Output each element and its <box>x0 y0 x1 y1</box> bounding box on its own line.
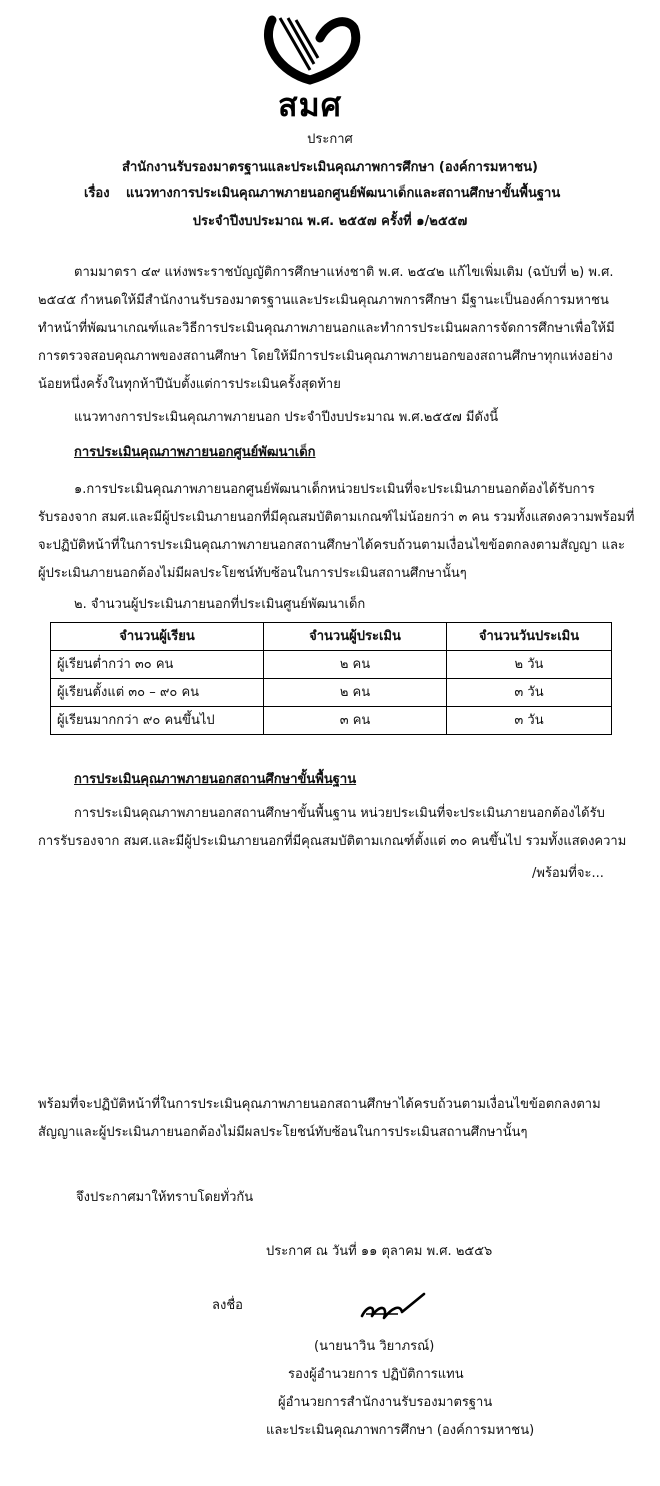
table-row <box>51 651 612 679</box>
announce-line: จึงประกาศมาให้ทราบโดยทั่วกัน <box>76 1190 254 1205</box>
table-cell: ๓ คน <box>264 707 447 735</box>
table-cell: ๒ คน <box>264 651 447 679</box>
table-header-cell: จำนวนผู้ประเมิน <box>264 623 447 651</box>
intro-line: น้อยหนึ่งครั้งในทุกห้าปีนับตั้งแต่การประเมินครั้งสุดท้าย <box>38 377 341 392</box>
table-row <box>51 707 612 735</box>
section1-item-2: ๒. จำนวนผู้ประเมินภายนอกที่ประเมินศูนย์พัฒนาเด็ก <box>74 597 366 612</box>
table-cell: ๒ วัน <box>447 651 612 679</box>
header-fiscal-year: ประจำปีงบประมาณ พ.ศ. ๒๕๕๗ ครั้งที่ ๑/๒๕๕๗ <box>192 214 468 229</box>
signatory-title: รองผู้อำนวยการ ปฏิบัติการแทน <box>288 1367 464 1382</box>
continued-marker: /พร้อมที่จะ... <box>532 866 604 881</box>
intro-line: การตรวจสอบคุณภาพของสถานศึกษา โดยให้มีการประเมินคุณภาพภายนอกของสถานศึกษาทุกแห่งอย่าง <box>38 349 613 364</box>
table-cell: ๒ คน <box>264 679 447 707</box>
signatory-title: ผู้อำนวยการสำนักงานรับรองมาตรฐาน <box>278 1395 493 1410</box>
header-announcement: ประกาศ <box>307 132 353 147</box>
table-cell: ๓ วัน <box>447 707 612 735</box>
section1-paragraph-line: รับรองจาก สมศ.และมีผู้ประเมินภายนอกที่มีคุณสมบัติตามเกณฑ์ไม่น้อยกว่า ๓ คน รวมทั้งแสดงความพร้อมที่ <box>38 510 635 525</box>
section-heading-child-center: การประเมินคุณภาพภายนอกศูนย์พัฒนาเด็ก <box>74 445 316 460</box>
intro-guideline: แนวทางการประเมินคุณภาพภายนอก ประจำปีงบประมาณ พ.ศ.๒๕๕๗ มีดังนี้ <box>74 410 499 425</box>
table-header-cell: จำนวนวันประเมิน <box>447 623 612 651</box>
logo-text: สมศ <box>278 86 342 124</box>
announcement-date: ประกาศ ณ วันที่ ๑๑ ตุลาคม พ.ศ. ๒๕๕๖ <box>266 1244 493 1259</box>
signature-mark <box>358 1290 428 1326</box>
section1-paragraph-line: ๑.การประเมินคุณภาพภายนอกศูนย์พัฒนาเด็กหน่วยประเมินที่จะประเมินภายนอกต้องได้รับการ <box>74 482 595 497</box>
signatory-title: และประเมินคุณภาพการศึกษา (องค์การมหาชน) <box>266 1423 535 1438</box>
table-row <box>51 679 612 707</box>
table-cell: ผู้เรียนต่ำกว่า ๓๐ คน <box>51 651 264 679</box>
section2-paragraph-line: การรับรองจาก สมศ.และมีผู้ประเมินภายนอกที่มีคุณสมบัติตามเกณฑ์ตั้งแต่ ๓๐ คนขึ้นไป รวมทั้งแสดงความ <box>38 834 627 849</box>
table-cell: ผู้เรียนตั้งแต่ ๓๐ – ๙๐ คน <box>51 679 264 707</box>
onesqa-logo <box>250 14 370 126</box>
section2-paragraph-line: การประเมินคุณภาพภายนอกสถานศึกษาขั้นพื้นฐาน หน่วยประเมินที่จะประเมินภายนอกต้องได้รับ <box>74 806 605 821</box>
section1-paragraph-line: ผู้ประเมินภายนอกต้องไม่มีผลประโยชน์ทับซ้อนในการประเมินสถานศึกษานั้นๆ <box>38 566 467 581</box>
header-subject-label: เรื่อง <box>84 186 110 201</box>
table-cell: ๓ วัน <box>447 679 612 707</box>
sign-label: ลงชื่อ <box>212 1298 243 1313</box>
intro-line: ๒๕๔๕ กำหนดให้มีสำนักงานรับรองมาตรฐานและประเมินคุณภาพการศึกษา มีฐานะเป็นองค์การมหาชน <box>38 293 609 308</box>
header-subject: แนวทางการประเมินคุณภาพภายนอกศูนย์พัฒนาเด็กและสถานศึกษาขั้นพื้นฐาน <box>126 186 561 201</box>
signatory-name: (นายนาวิน วิยาภรณ์) <box>314 1339 435 1354</box>
section-heading-basic-education: การประเมินคุณภาพภายนอกสถานศึกษาขั้นพื้นฐาน <box>74 772 357 787</box>
intro-line: ทำหน้าที่พัฒนาเกณฑ์และวิธีการประเมินคุณภาพภายนอกและทำการประเมินผลการจัดการศึกษาเพื่อให้มี <box>38 321 615 336</box>
table-cell: ผู้เรียนมากกว่า ๙๐ คนขึ้นไป <box>51 707 264 735</box>
header-organization: สำนักงานรับรองมาตรฐานและประเมินคุณภาพการศึกษา (องค์การมหาชน) <box>122 160 538 175</box>
section1-paragraph-line: จะปฏิบัติหน้าที่ในการประเมินคุณภาพภายนอกสถานศึกษาได้ครบถ้วนตามเงื่อนไขข้อตกลงตามสัญญา และ <box>38 538 626 553</box>
table-header-row <box>51 623 612 651</box>
assessor-table <box>50 622 612 735</box>
page2-paragraph-line: พร้อมที่จะปฏิบัติหน้าที่ในการประเมินคุณภาพภายนอกสถานศึกษาได้ครบถ้วนตามเงื่อนไขข้อตกลงตาม <box>38 1097 601 1112</box>
logo-emblem-icon <box>250 14 370 86</box>
intro-line: ตามมาตรา ๔๙ แห่งพระราชบัญญัติการศึกษาแห่งชาติ พ.ศ. ๒๕๔๒ แก้ไขเพิ่มเติม (ฉบับที่ ๒) พ.ศ. <box>74 265 614 280</box>
page2-paragraph-line: สัญญาและผู้ประเมินภายนอกต้องไม่มีผลประโยชน์ทับซ้อนในการประเมินสถานศึกษานั้นๆ <box>38 1125 528 1140</box>
table-header-cell: จำนวนผู้เรียน <box>51 623 264 651</box>
